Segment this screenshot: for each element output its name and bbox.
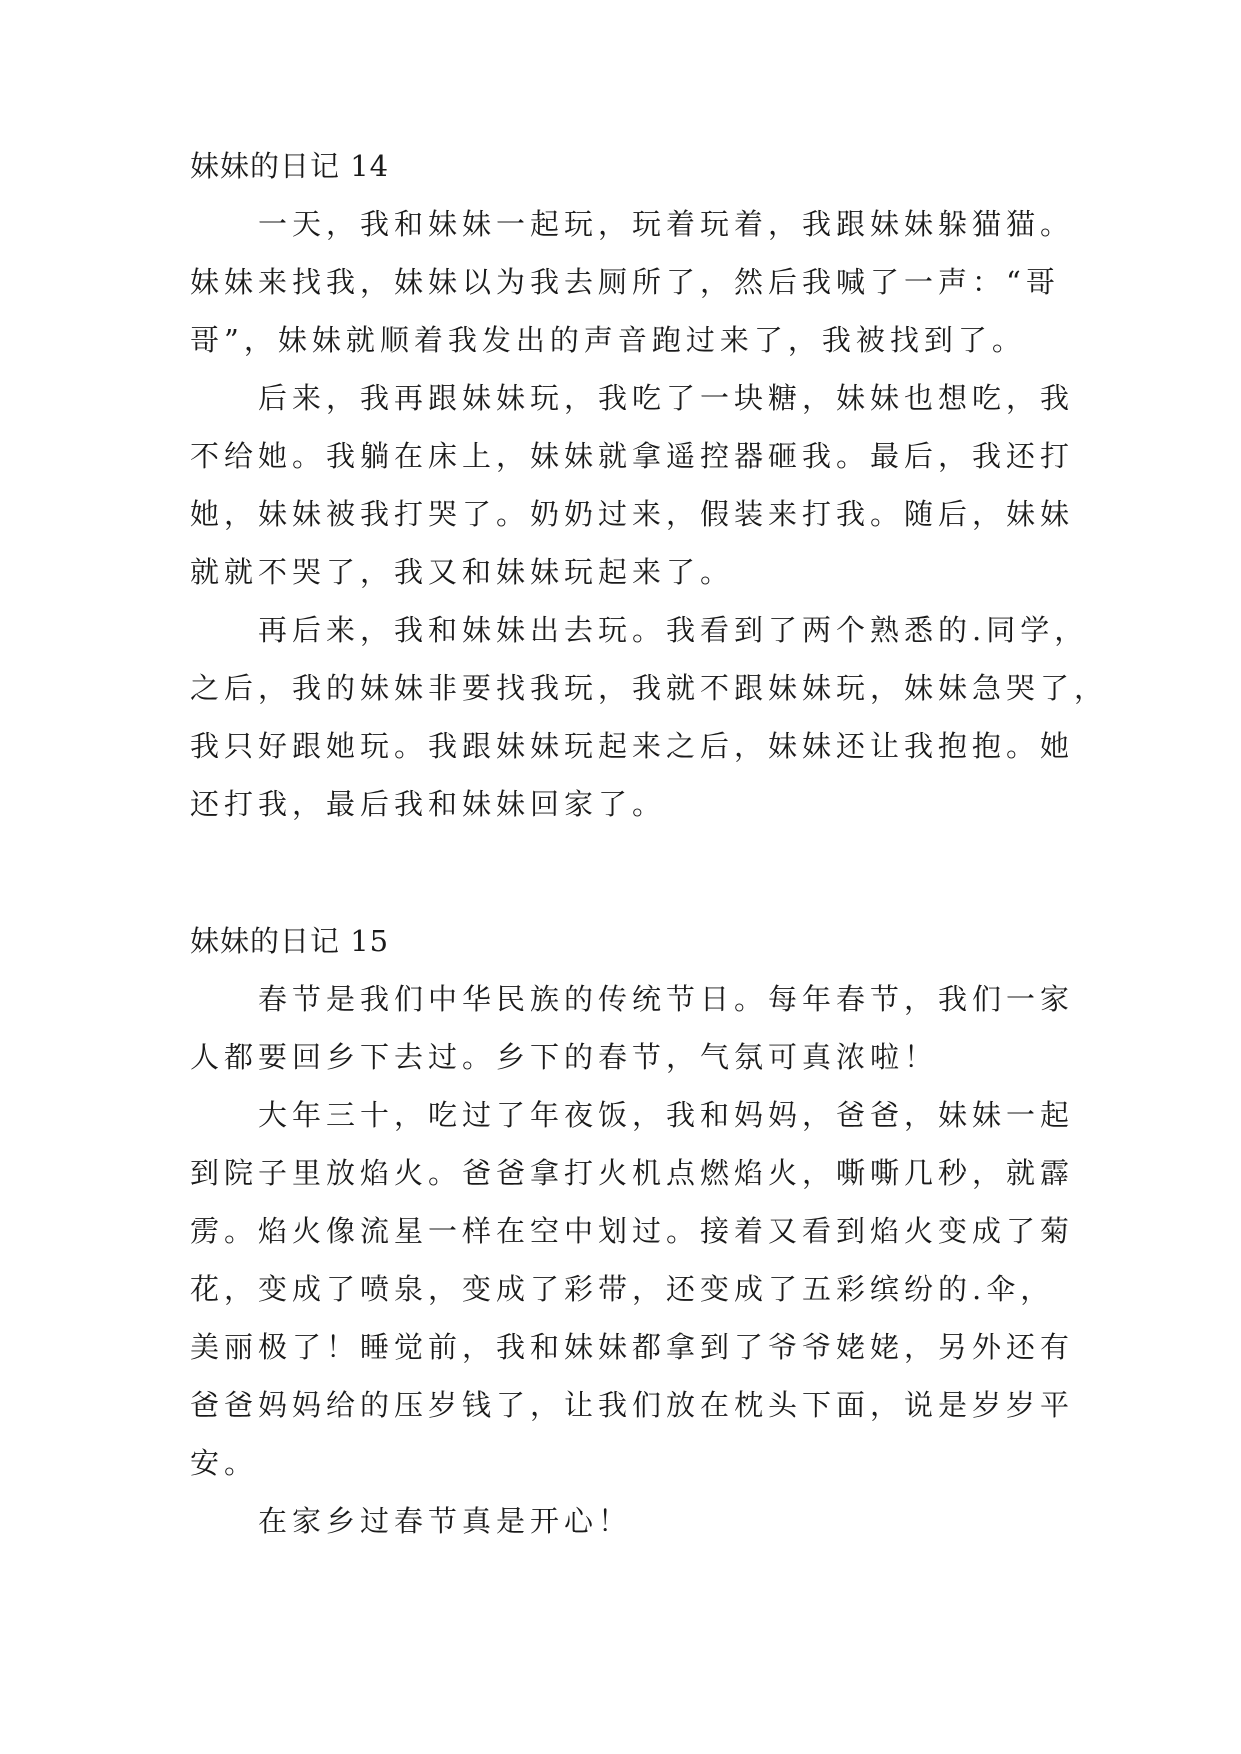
text-line: 春节是我们中华民族的传统节日。每年春节，我们一家 bbox=[258, 982, 1075, 1016]
text-line: 到院子里放焰火。爸爸拿打火机点燃焰火，嘶嘶几秒，就霹 bbox=[190, 1156, 1075, 1190]
diary-14-title: 妹妹的日记 14 bbox=[190, 149, 390, 183]
text-line: 之后，我的妹妹非要找我玩，我就不跟妹妹玩，妹妹急哭了， bbox=[190, 671, 1109, 705]
diary-15-paragraph-2 bbox=[190, 1086, 1075, 1492]
text-line: 我只好跟她玩。我跟妹妹玩起来之后，妹妹还让我抱抱。她 bbox=[190, 729, 1075, 763]
text-line: 不给她。我躺在床上，妹妹就拿遥控器砸我。最后，我还打 bbox=[190, 439, 1075, 473]
text-line: 爸爸妈妈给的压岁钱了，让我们放在枕头下面，说是岁岁平 bbox=[190, 1388, 1075, 1422]
text-line: 再后来，我和妹妹出去玩。我看到了两个熟悉的.同学， bbox=[258, 613, 1089, 647]
text-line: 她，妹妹被我打哭了。奶奶过来，假装来打我。随后，妹妹 bbox=[190, 497, 1075, 531]
text-line: 人都要回乡下去过。乡下的春节，气氛可真浓啦！ bbox=[190, 1040, 939, 1074]
diary-15-title: 妹妹的日记 15 bbox=[190, 924, 390, 958]
diary-14-paragraph-1 bbox=[190, 195, 1075, 369]
text-line: 还打我，最后我和妹妹回家了。 bbox=[190, 787, 667, 821]
diary-14-section bbox=[190, 137, 1109, 833]
text-line: 在家乡过春节真是开心！ bbox=[258, 1504, 633, 1538]
diary-15-paragraph-1 bbox=[190, 970, 1075, 1086]
text-line: 大年三十，吃过了年夜饭，我和妈妈，爸爸，妹妹一起 bbox=[258, 1098, 1075, 1132]
diary-15-paragraph-3 bbox=[190, 1492, 1060, 1550]
text-line: 妹妹来找我，妹妹以为我去厕所了，然后我喊了一声：“哥 bbox=[190, 265, 1060, 299]
text-line: 安。 bbox=[190, 1446, 259, 1480]
text-line: 哥”，妹妹就顺着我发出的声音跑过来了，我被找到了。 bbox=[190, 323, 1026, 357]
text-line: 一天，我和妹妹一起玩，玩着玩着，我跟妹妹躲猫猫。 bbox=[258, 207, 1075, 241]
diary-15-section bbox=[190, 912, 1075, 1550]
text-line: 美丽极了！睡觉前，我和妹妹都拿到了爷爷姥姥，另外还有 bbox=[190, 1330, 1075, 1364]
text-line: 花，变成了喷泉，变成了彩带，还变成了五彩缤纷的.伞， bbox=[190, 1272, 1055, 1306]
text-line: 雳。焰火像流星一样在空中划过。接着又看到焰火变成了菊 bbox=[190, 1214, 1075, 1248]
diary-14-paragraph-3 bbox=[190, 601, 1109, 833]
text-line: 就就不哭了，我又和妹妹玩起来了。 bbox=[190, 555, 735, 589]
diary-14-paragraph-2 bbox=[190, 369, 1075, 601]
text-line: 后来，我再跟妹妹玩，我吃了一块糖，妹妹也想吃，我 bbox=[258, 381, 1075, 415]
